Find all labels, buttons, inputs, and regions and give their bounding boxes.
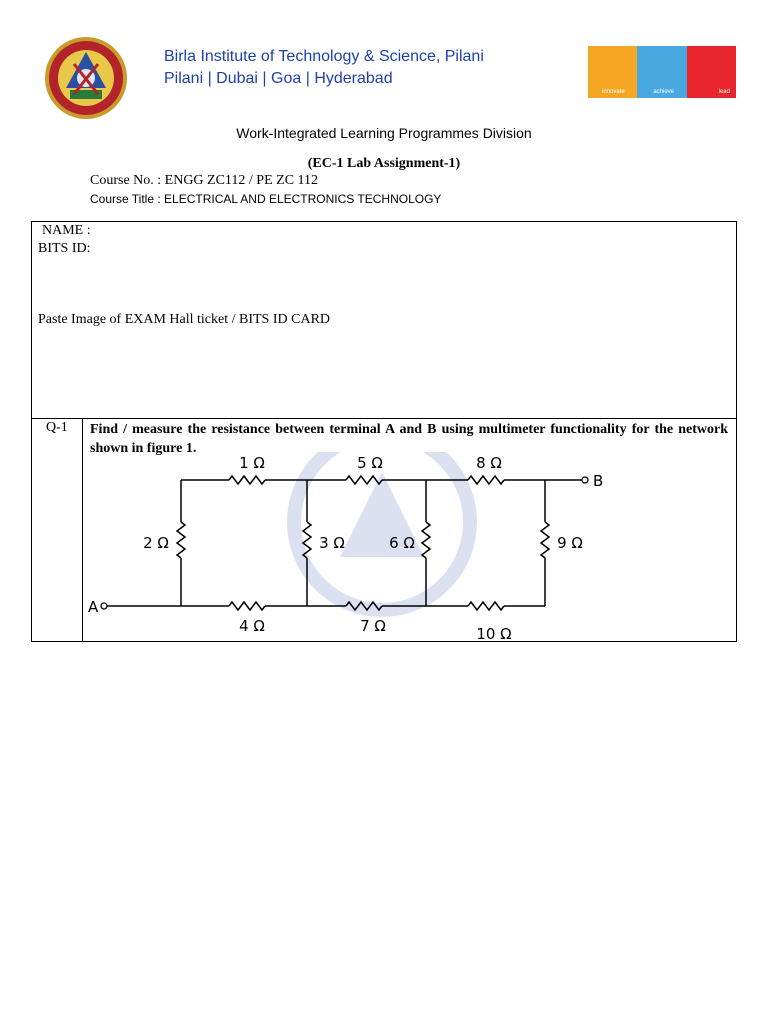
course-number: Course No. : ENGG ZC112 / PE ZC 112 xyxy=(90,173,319,188)
banner-segment-innovate xyxy=(588,46,637,98)
resistor-5 xyxy=(346,476,382,484)
resistor-8-label: 8 Ω xyxy=(476,454,502,472)
resistor-6-label: 6 Ω xyxy=(389,534,415,552)
resistor-4 xyxy=(229,602,265,610)
course-title: Course Title : ELECTRICAL AND ELECTRONICS TECHNOLOGY xyxy=(90,192,442,206)
paste-image-instruction: Paste Image of EXAM Hall ticket / BITS ID CARD xyxy=(38,312,331,327)
bits-id-label: BITS ID: xyxy=(38,241,91,256)
resistor-2-label: 2 Ω xyxy=(143,534,169,552)
institute-campuses: Pilani | Dubai | Goa | Hyderabad xyxy=(164,70,393,87)
question-column-divider xyxy=(82,418,83,641)
resistor-10 xyxy=(468,602,504,610)
innovate-achieve-lead-banner xyxy=(588,46,736,98)
resistor-4-label: 4 Ω xyxy=(239,617,265,635)
resistor-10-label: 10 Ω xyxy=(476,625,512,640)
resistor-7-label: 7 Ω xyxy=(360,617,386,635)
question-text: Find / measure the resistance between terminal A and B using multimeter functionality for the network shown in figure 1. xyxy=(90,422,728,456)
question-number: Q-1 xyxy=(46,420,68,435)
assignment-title: (EC-1 Lab Assignment-1) xyxy=(307,156,461,171)
resistor-9 xyxy=(541,522,549,558)
banner-label-lead: lead xyxy=(718,89,730,95)
name-label: NAME : xyxy=(42,223,91,238)
division-title: Work-Integrated Learning Programmes Division xyxy=(236,125,532,141)
resistor-3-label: 3 Ω xyxy=(319,534,345,552)
institute-name: Birla Institute of Technology & Science, Pilani xyxy=(164,48,484,65)
resistor-6 xyxy=(422,522,430,558)
terminal-a-label: A xyxy=(88,598,99,616)
watermark-logo xyxy=(294,452,470,610)
banner-segment-achieve xyxy=(637,46,686,98)
resistor-1 xyxy=(229,476,265,484)
terminal-b-label: B xyxy=(593,472,604,490)
circuit-diagram xyxy=(84,452,734,640)
resistor-9-label: 9 Ω xyxy=(557,534,583,552)
resistor-1-label: 1 Ω xyxy=(239,454,265,472)
bits-pilani-logo xyxy=(44,36,128,120)
terminal-b-node xyxy=(582,477,588,483)
terminal-a-node xyxy=(101,603,107,609)
banner-label-innovate: innovate xyxy=(602,89,625,95)
banner-label-achieve: achieve xyxy=(653,89,675,95)
banner-segment-lead xyxy=(687,46,736,98)
resistor-8 xyxy=(468,476,504,484)
resistor-5-label: 5 Ω xyxy=(357,454,383,472)
resistor-2 xyxy=(177,522,185,558)
